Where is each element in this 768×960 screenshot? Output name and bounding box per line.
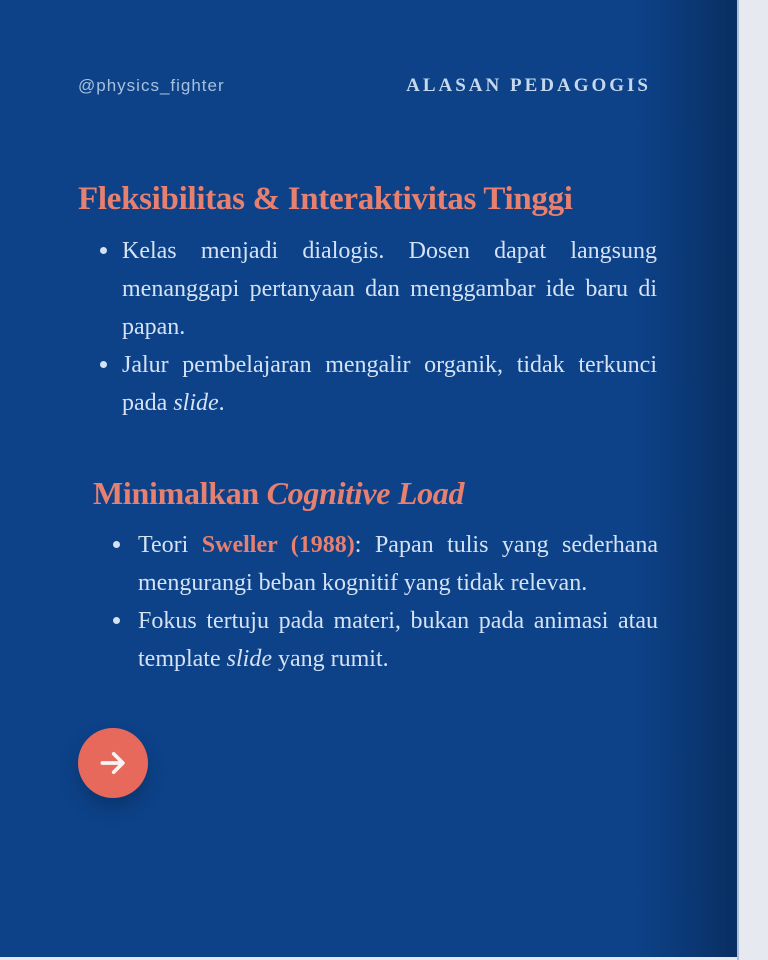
list-item-text: Teori Sweller (1988): Papan tulis yang sederhana mengurangi beban kognitif yang tidak relevan.	[138, 532, 658, 596]
list-item-text: Fokus tertuju pada materi, bukan pada animasi atau template slide yang rumit.	[138, 608, 658, 672]
bullet-dot	[100, 247, 107, 254]
account-handle: @physics_fighter	[78, 76, 225, 95]
list-item	[100, 346, 657, 422]
bullet-dot	[100, 361, 107, 368]
next-page-peek	[737, 0, 768, 960]
list-item-text: Jalur pembelajaran mengalir organik, tidak terkunci pada slide.	[122, 352, 657, 416]
bullet-list-cognitive-load	[113, 526, 658, 678]
arrow-right-icon	[96, 746, 130, 780]
bullet-dot	[113, 617, 120, 624]
section-heading-flexibility: Fleksibilitas & Interaktivitas Tinggi	[78, 181, 573, 217]
list-item-text: Kelas menjadi dialogis. Dosen dapat langsung menanggapi pertanyaan dan menggambar ide baru di papan.	[122, 238, 657, 340]
next-slide-button[interactable]	[78, 728, 148, 798]
list-item	[113, 526, 658, 602]
bullet-dot	[113, 541, 120, 548]
section-heading-cognitive-load: Minimalkan Cognitive Load	[93, 475, 465, 511]
list-item	[113, 602, 658, 678]
list-item	[100, 232, 657, 346]
slide-header	[78, 76, 657, 96]
slide-topic-label: ALASAN PEDAGOGIS	[406, 75, 651, 96]
bullet-list-flexibility	[100, 232, 657, 422]
